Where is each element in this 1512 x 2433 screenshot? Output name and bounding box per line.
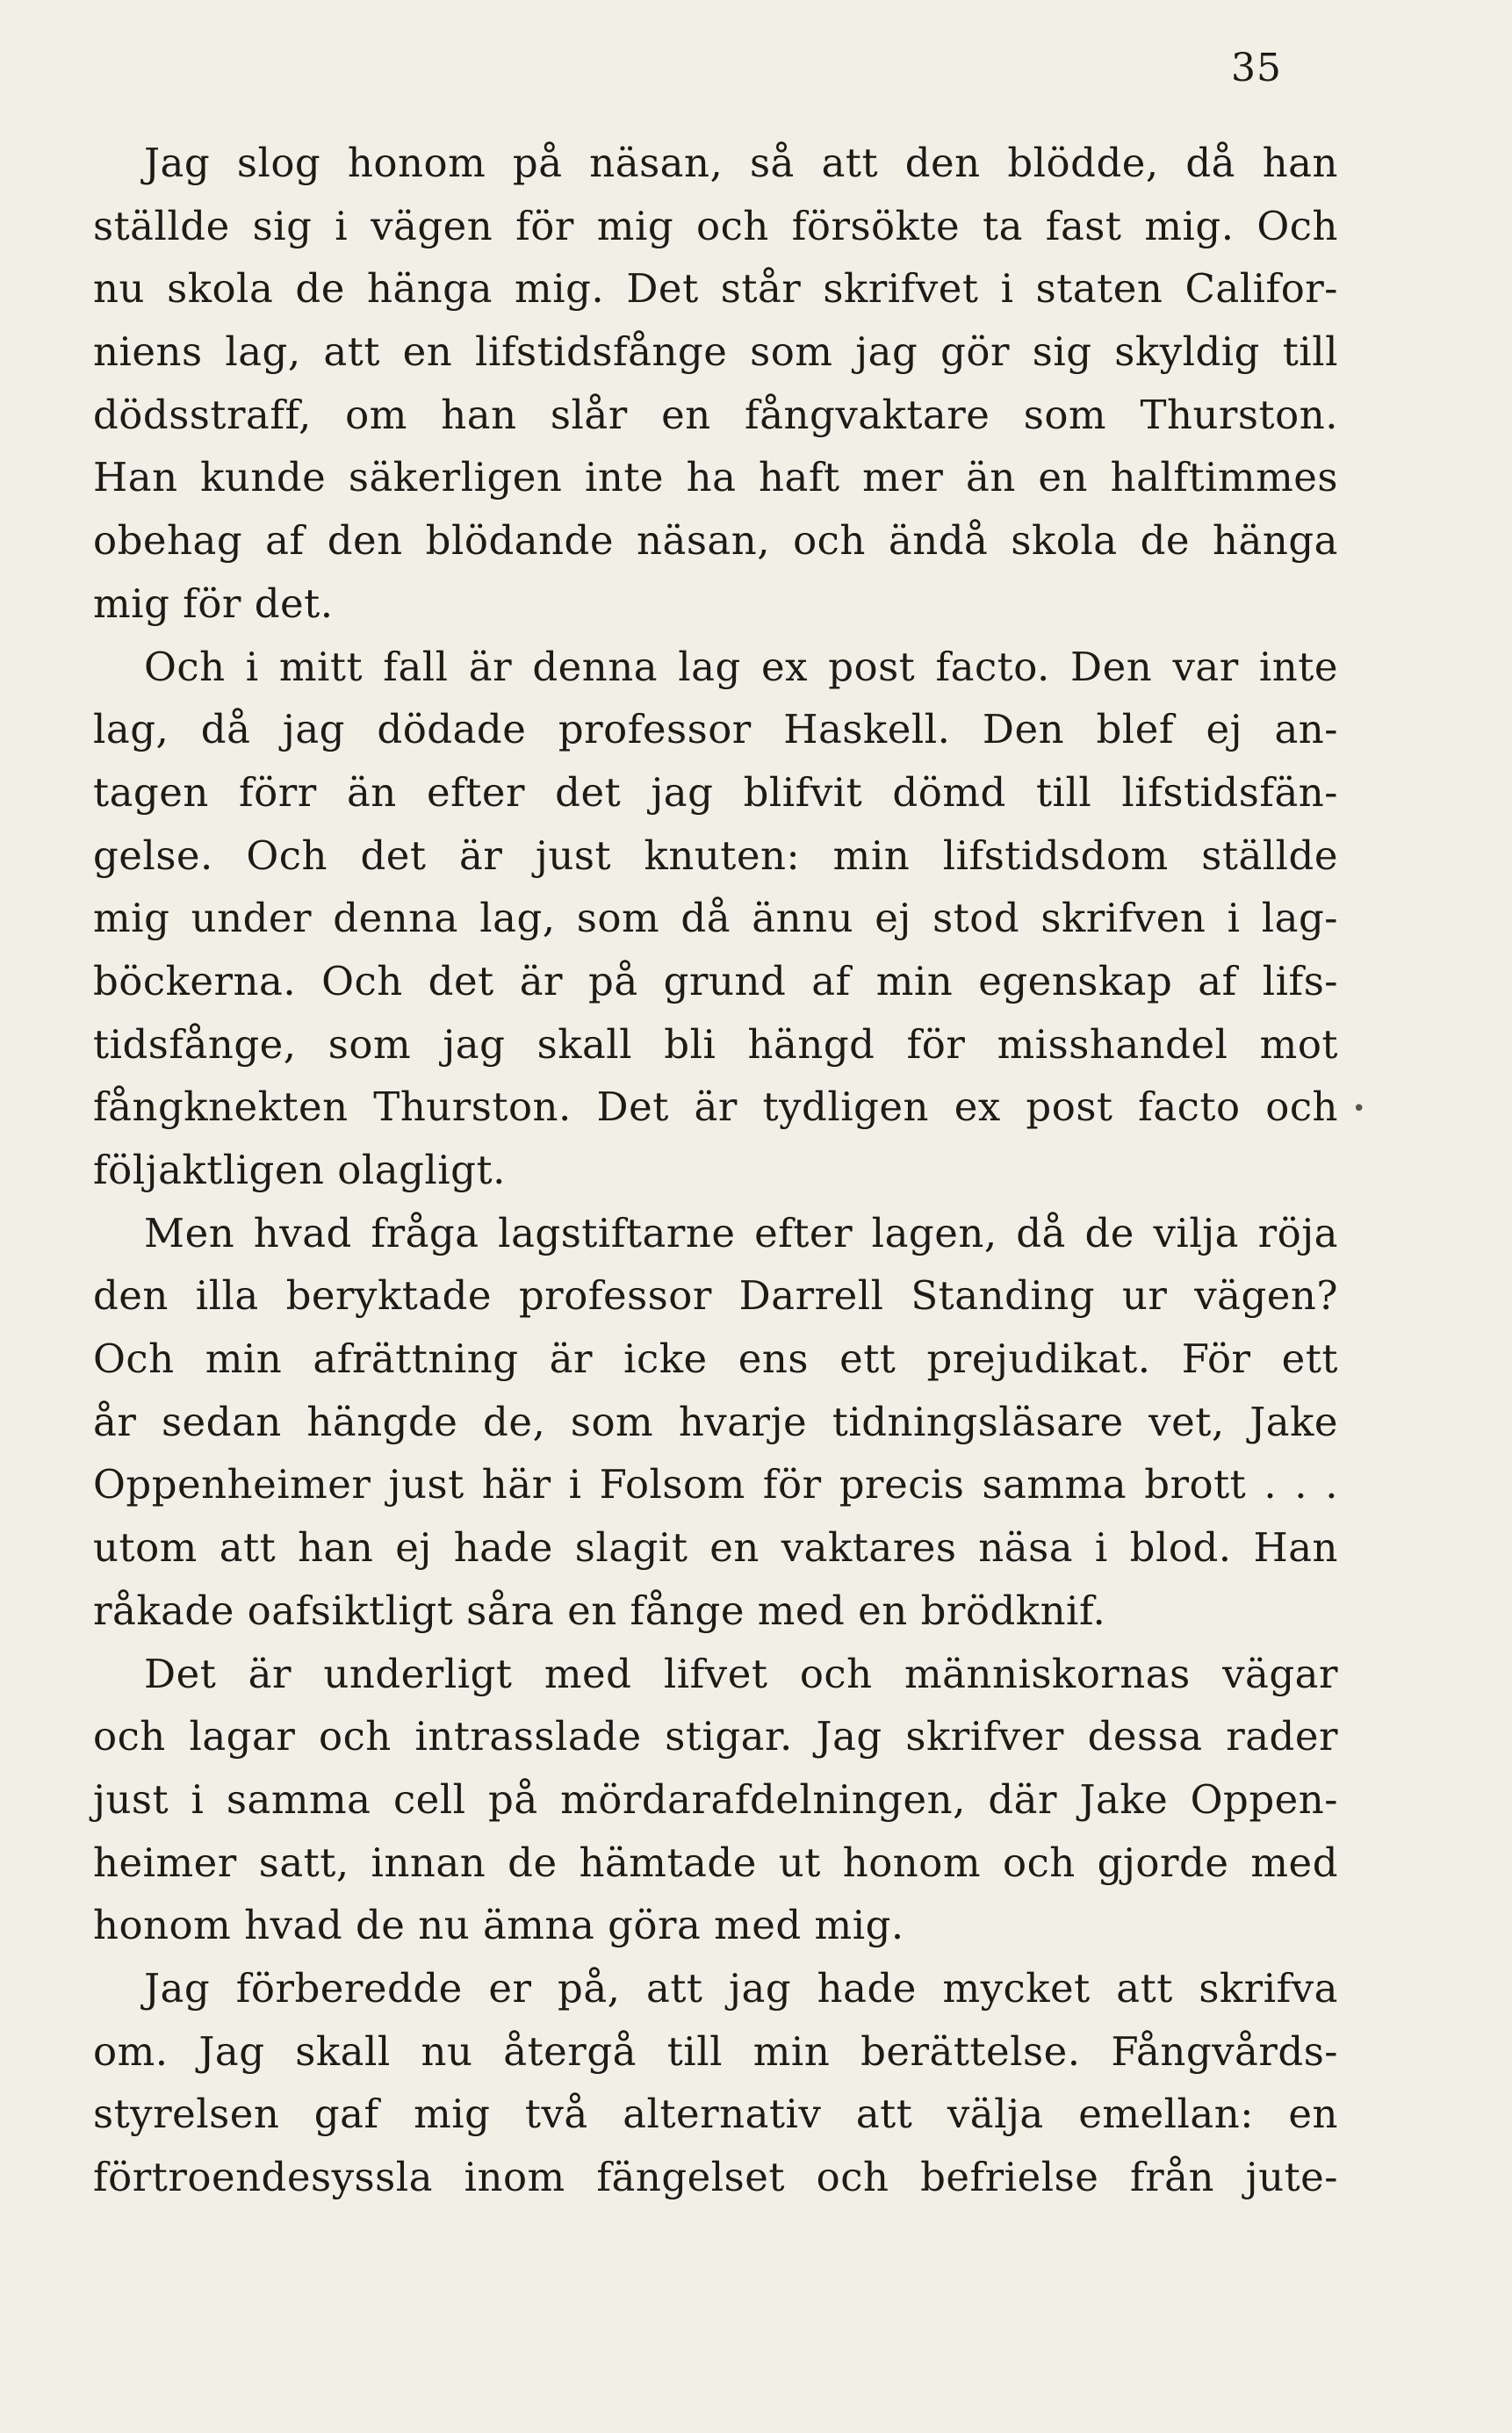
text-line: fångknekten Thurston. Det är tydligen ex post facto och <box>93 1083 1338 1131</box>
page-number: 35 <box>1231 46 1282 90</box>
text-line: mig under denna lag, som då ännu ej stod skrifven i lag- <box>93 895 1338 942</box>
text-line: Han kunde säkerligen inte ha haft mer än en halftimmes <box>93 454 1338 501</box>
text-line: just i samma cell på mördarafdelningen, där Jake Oppen- <box>93 1775 1338 1823</box>
text-line: ställde sig i vägen för mig och försökte ta fast mig. Och <box>93 202 1338 249</box>
print-speck: • <box>1352 1096 1366 1122</box>
text-line: dödsstraff, om han slår en fångvaktare som Thurston. <box>93 391 1338 438</box>
text-line: Och min afrättning är icke ens ett prejudikat. För ett <box>93 1335 1338 1383</box>
text-line: råkade oafsiktligt såra en fånge med en brödknif. <box>93 1587 1106 1634</box>
text-line: niens lag, att en lifstidsfånge som jag gör sig skyldig till <box>93 328 1338 376</box>
text-line: obehag af den blödande näsan, och ändå skola de hänga <box>93 517 1338 565</box>
text-line: heimer satt, innan de hämtade ut honom och gjorde med <box>93 1839 1338 1886</box>
text-line: Och i mitt fall är denna lag ex post facto. Den var inte <box>144 643 1338 690</box>
text-line: om. Jag skall nu återgå till min berättelse. Fångvårds- <box>93 2027 1338 2075</box>
text-line: följaktligen olagligt. <box>93 1147 506 1193</box>
text-line: Men hvad fråga lagstiftarne efter lagen, då de vilja röja <box>144 1209 1338 1256</box>
text-line: tidsfånge, som jag skall bli hängd för misshandel mot <box>93 1020 1338 1068</box>
text-line: år sedan hängde de, som hvarje tidningsläsare vet, Jake <box>93 1398 1338 1445</box>
text-line: gelse. Och det är just knuten: min lifstidsdom ställde <box>93 831 1338 879</box>
text-line: Jag slog honom på näsan, så att den blödde, då han <box>144 140 1338 186</box>
text-line: Oppenheimer just här i Folsom för precis samma brott . . . <box>93 1461 1338 1508</box>
text-line: lag, då jag dödade professor Haskell. Den blef ej an- <box>93 706 1338 753</box>
text-line: honom hvad de nu ämna göra med mig. <box>93 1902 904 1949</box>
text-line: den illa beryktade professor Darrell Standing ur vägen? <box>93 1272 1338 1320</box>
text-line: och lagar och intrasslade stigar. Jag skrifver dessa rader <box>93 1713 1338 1760</box>
text-line: nu skola de hänga mig. Det står skrifvet i staten Califor- <box>93 265 1338 313</box>
text-line: styrelsen gaf mig två alternativ att välja emellan: en <box>93 2091 1338 2138</box>
body-text <box>93 132 1338 2209</box>
text-line: Jag förberedde er på, att jag hade mycket att skrifva <box>144 1964 1338 2012</box>
text-line: tagen förr än efter det jag blifvit dömd till lifstidsfän- <box>93 768 1338 816</box>
text-line: utom att han ej hade slagit en vaktares näsa i blod. Han <box>93 1524 1338 1572</box>
text-line: böckerna. Och det är på grund af min egenskap af lifs- <box>93 957 1338 1004</box>
text-line: förtroendesyssla inom fängelset och befrielse från jute- <box>93 2154 1338 2200</box>
text-line: mig för det. <box>93 579 334 627</box>
text-line: Det är underligt med lifvet och människornas vägar <box>144 1650 1338 1697</box>
